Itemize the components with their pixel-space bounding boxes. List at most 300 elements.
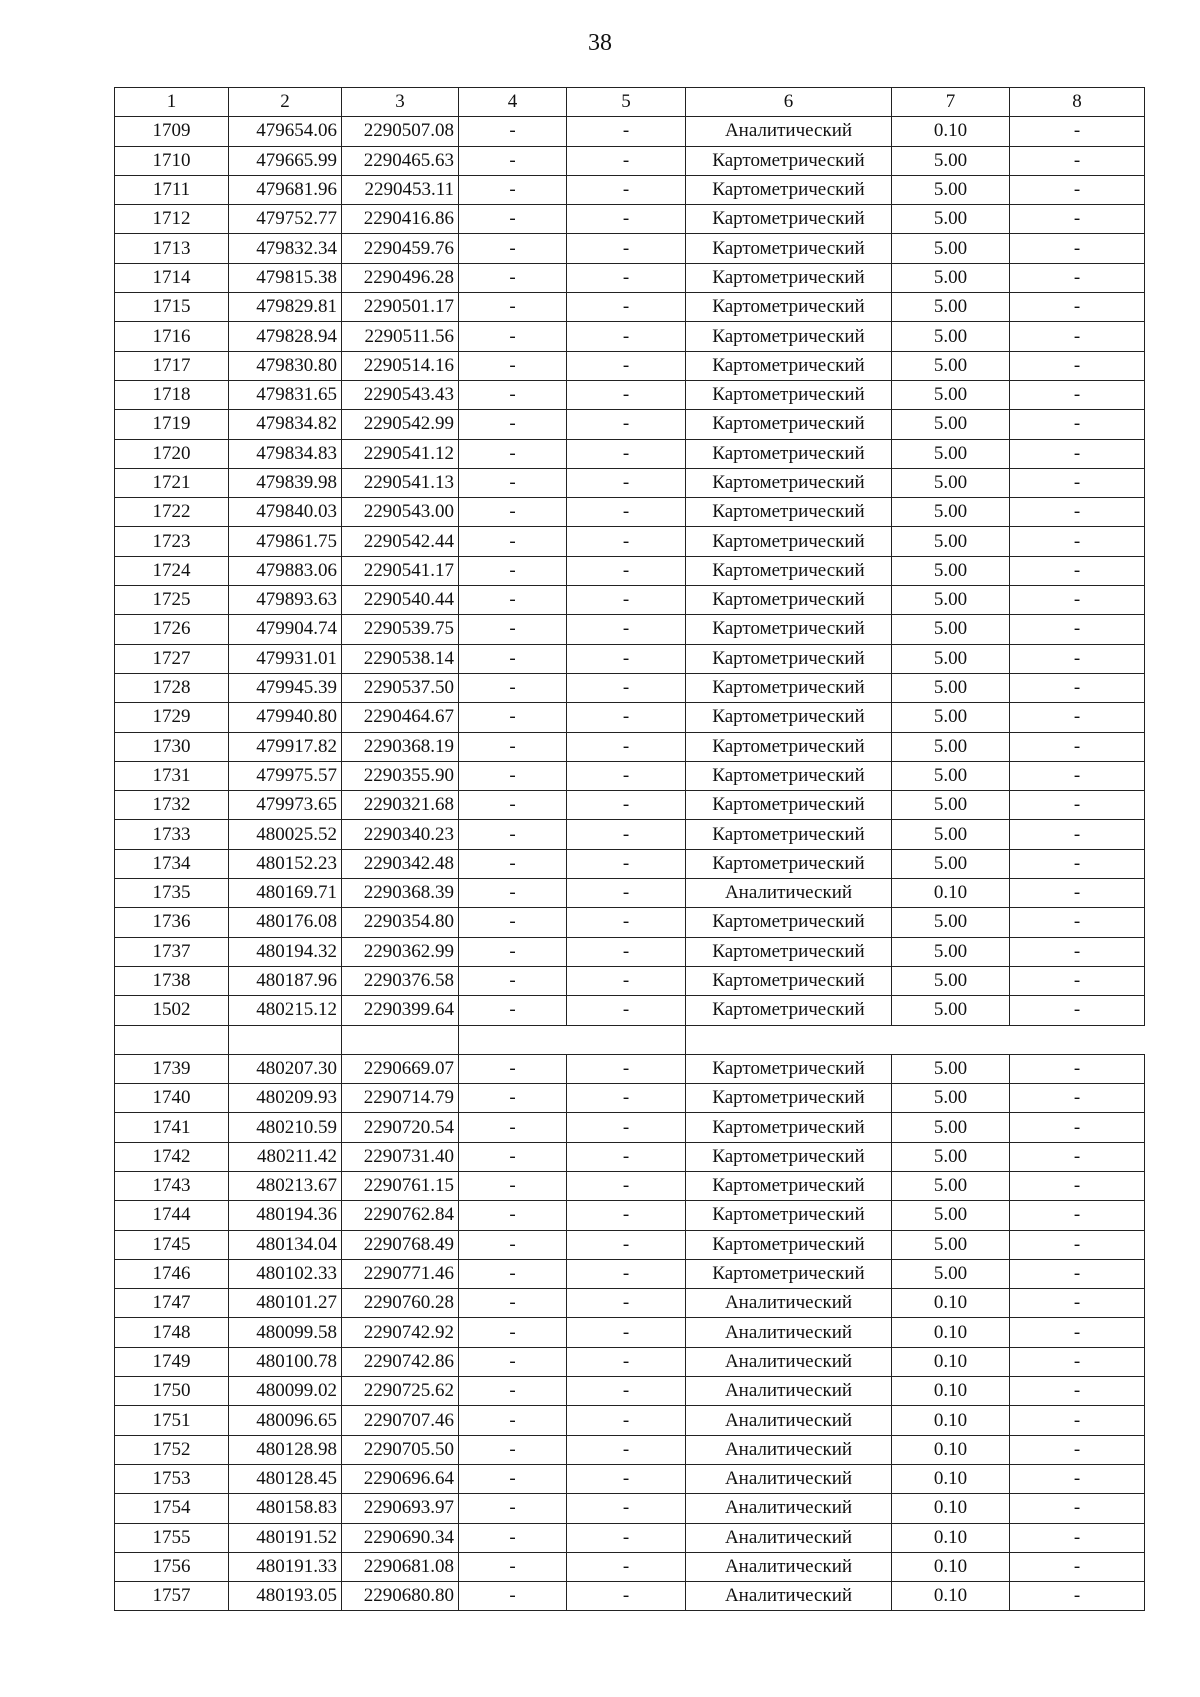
table-cell: 0.10 (892, 1347, 1010, 1376)
table-cell: - (1010, 468, 1145, 497)
table-row (115, 146, 1145, 175)
table-cell: - (459, 556, 567, 585)
table-cell: 2290540.44 (342, 586, 459, 615)
table-cell: 479839.98 (229, 468, 342, 497)
table-cell: - (567, 908, 686, 937)
table-cell: - (459, 966, 567, 995)
table-cell: - (567, 1552, 686, 1581)
table-cell: Картометрический (686, 263, 892, 292)
table-cell: - (567, 380, 686, 409)
table-cell: 2290416.86 (342, 205, 459, 234)
table-cell: 2290720.54 (342, 1113, 459, 1142)
table-cell: - (1010, 1494, 1145, 1523)
table-cell: - (1010, 410, 1145, 439)
table-row (115, 673, 1145, 702)
table-cell: 479840.03 (229, 498, 342, 527)
table-cell: - (459, 175, 567, 204)
table-cell: 2290368.39 (342, 879, 459, 908)
table-cell: 1716 (115, 322, 229, 351)
table-cell: 0.10 (892, 117, 1010, 146)
table-row (115, 234, 1145, 263)
table-cell: Картометрический (686, 732, 892, 761)
table-cell: 1732 (115, 791, 229, 820)
table-cell: - (567, 205, 686, 234)
table-cell: - (1010, 1552, 1145, 1581)
table-cell: - (567, 1084, 686, 1113)
table-cell: - (1010, 527, 1145, 556)
table-cell: 1724 (115, 556, 229, 585)
table-cell: - (1010, 908, 1145, 937)
table-row (115, 1230, 1145, 1259)
table-row (115, 1494, 1145, 1523)
table-cell: 479831.65 (229, 380, 342, 409)
table-cell: - (1010, 849, 1145, 878)
table-cell: - (567, 1494, 686, 1523)
table-cell: Картометрический (686, 293, 892, 322)
table-cell: 2290725.62 (342, 1377, 459, 1406)
table-cell: 1748 (115, 1318, 229, 1347)
table-cell: 479752.77 (229, 205, 342, 234)
table-row (115, 703, 1145, 732)
table-row (115, 1318, 1145, 1347)
table-cell: 1757 (115, 1582, 229, 1611)
table-cell: 2290342.48 (342, 849, 459, 878)
table-cell: Картометрический (686, 1084, 892, 1113)
table-cell: - (567, 732, 686, 761)
table-cell: - (567, 1230, 686, 1259)
table-cell: - (459, 1171, 567, 1200)
table-cell: 1718 (115, 380, 229, 409)
table-cell: 5.00 (892, 937, 1010, 966)
table-cell: 1734 (115, 849, 229, 878)
table-cell: Аналитический (686, 1347, 892, 1376)
table-cell: - (1010, 1582, 1145, 1611)
table-row (115, 1406, 1145, 1435)
table-cell: Аналитический (686, 1523, 892, 1552)
table-cell: 479945.39 (229, 673, 342, 702)
table-cell: 479654.06 (229, 117, 342, 146)
table-cell: - (1010, 1523, 1145, 1552)
table-cell: 2290514.16 (342, 351, 459, 380)
table-cell: - (567, 849, 686, 878)
table-cell: 5.00 (892, 586, 1010, 615)
table-cell: - (1010, 1406, 1145, 1435)
table-cell: Картометрический (686, 468, 892, 497)
table-cell: - (1010, 293, 1145, 322)
column-header: 1 (115, 88, 229, 117)
table-row (115, 322, 1145, 351)
table-cell: Аналитический (686, 117, 892, 146)
table-cell: - (567, 322, 686, 351)
table-row (115, 1435, 1145, 1464)
table-cell: - (1010, 937, 1145, 966)
table-cell: - (567, 586, 686, 615)
table-cell: 480128.45 (229, 1464, 342, 1493)
table-cell: 1744 (115, 1201, 229, 1230)
table-cell: Картометрический (686, 1142, 892, 1171)
table-cell: - (1010, 703, 1145, 732)
table-cell: - (459, 849, 567, 878)
table-cell: - (567, 673, 686, 702)
table-cell: - (459, 1289, 567, 1318)
table-cell: 480194.32 (229, 937, 342, 966)
table-cell: 480099.58 (229, 1318, 342, 1347)
table-cell: - (567, 1347, 686, 1376)
table-cell: - (567, 1201, 686, 1230)
table-cell: - (1010, 673, 1145, 702)
column-header: 3 (342, 88, 459, 117)
table-cell: 1715 (115, 293, 229, 322)
table-cell: 480194.36 (229, 1201, 342, 1230)
table-cell: - (459, 1318, 567, 1347)
table-cell: - (1010, 380, 1145, 409)
table-cell: Картометрический (686, 380, 892, 409)
table-cell: 1722 (115, 498, 229, 527)
table-cell: 480187.96 (229, 966, 342, 995)
table-cell: 5.00 (892, 1054, 1010, 1083)
table-cell: - (567, 527, 686, 556)
table-cell: - (567, 1054, 686, 1083)
table-cell: - (459, 879, 567, 908)
table-cell: 1737 (115, 937, 229, 966)
table-cell: 480158.83 (229, 1494, 342, 1523)
table-cell: 480102.33 (229, 1259, 342, 1288)
table-cell: 5.00 (892, 1142, 1010, 1171)
table-cell: - (459, 410, 567, 439)
table-row (115, 263, 1145, 292)
table-cell: 0.10 (892, 1582, 1010, 1611)
table-cell: 2290771.46 (342, 1259, 459, 1288)
table-row (115, 1084, 1145, 1113)
table-cell: Картометрический (686, 820, 892, 849)
table-cell: 5.00 (892, 615, 1010, 644)
table-cell: Картометрический (686, 439, 892, 468)
table-cell: - (1010, 146, 1145, 175)
table-cell: Картометрический (686, 351, 892, 380)
table-cell: 1712 (115, 205, 229, 234)
table-cell: 1719 (115, 410, 229, 439)
table-cell: Аналитический (686, 879, 892, 908)
table-row (115, 556, 1145, 585)
table-cell: - (1010, 820, 1145, 849)
table-row (115, 644, 1145, 673)
table-cell: 2290354.80 (342, 908, 459, 937)
table-cell: 2290465.63 (342, 146, 459, 175)
table-cell: - (1010, 615, 1145, 644)
table-cell: - (567, 117, 686, 146)
column-header: 5 (567, 88, 686, 117)
table-cell: - (459, 293, 567, 322)
table-cell: - (459, 1347, 567, 1376)
table-row (115, 1377, 1145, 1406)
table-cell: 2290496.28 (342, 263, 459, 292)
table-row (115, 791, 1145, 820)
table-cell: 5.00 (892, 205, 1010, 234)
coordinates-table (114, 87, 1145, 1611)
table-cell: 479975.57 (229, 761, 342, 790)
table-cell: 480213.67 (229, 1171, 342, 1200)
table-cell: 5.00 (892, 234, 1010, 263)
table-cell: - (1010, 498, 1145, 527)
table-cell: 479665.99 (229, 146, 342, 175)
table-cell: Картометрический (686, 703, 892, 732)
table-cell: - (567, 761, 686, 790)
table-cell: 480100.78 (229, 1347, 342, 1376)
table-cell: 480191.52 (229, 1523, 342, 1552)
table-cell: 1747 (115, 1289, 229, 1318)
table-cell: - (459, 205, 567, 234)
table-cell: 2290321.68 (342, 791, 459, 820)
table-cell: - (459, 498, 567, 527)
table-cell: 0.10 (892, 1289, 1010, 1318)
table-row (115, 1201, 1145, 1230)
table-cell: 5.00 (892, 527, 1010, 556)
table-cell: 2290539.75 (342, 615, 459, 644)
table-cell: - (1010, 234, 1145, 263)
table-cell: 2290693.97 (342, 1494, 459, 1523)
table-cell: 480099.02 (229, 1377, 342, 1406)
table-cell: 5.00 (892, 1201, 1010, 1230)
table-cell: 2290501.17 (342, 293, 459, 322)
table-cell: 1754 (115, 1494, 229, 1523)
table-cell: 5.00 (892, 175, 1010, 204)
table-cell: 5.00 (892, 908, 1010, 937)
table-cell: 2290760.28 (342, 1289, 459, 1318)
table-cell: 5.00 (892, 1171, 1010, 1200)
table-cell: - (459, 351, 567, 380)
table-row (115, 586, 1145, 615)
table-cell: 480128.98 (229, 1435, 342, 1464)
table-cell: - (1010, 1230, 1145, 1259)
table-cell: 1709 (115, 117, 229, 146)
table-cell: 479973.65 (229, 791, 342, 820)
table-cell: 480191.33 (229, 1552, 342, 1581)
table-cell: 2290368.19 (342, 732, 459, 761)
table-cell: - (567, 175, 686, 204)
table-cell: - (1010, 117, 1145, 146)
table-cell: Аналитический (686, 1582, 892, 1611)
table-cell: 1723 (115, 527, 229, 556)
table-cell: Картометрический (686, 410, 892, 439)
table-cell: 1739 (115, 1054, 229, 1083)
table-cell: 2290690.34 (342, 1523, 459, 1552)
separator-row (115, 1025, 1145, 1054)
table-cell: - (1010, 1142, 1145, 1171)
table-cell: 479883.06 (229, 556, 342, 585)
table-cell: Картометрический (686, 966, 892, 995)
table-cell: 5.00 (892, 439, 1010, 468)
table-cell: 1756 (115, 1552, 229, 1581)
table-cell: - (459, 1406, 567, 1435)
table-cell: 1714 (115, 263, 229, 292)
table-cell: Картометрический (686, 615, 892, 644)
table-row (115, 439, 1145, 468)
table-cell: - (459, 146, 567, 175)
table-cell: - (459, 117, 567, 146)
table-cell: - (567, 644, 686, 673)
table-row (115, 1054, 1145, 1083)
table-cell: Аналитический (686, 1494, 892, 1523)
table-cell: 5.00 (892, 556, 1010, 585)
table-cell: - (567, 1464, 686, 1493)
table-cell: - (459, 234, 567, 263)
table-cell: - (567, 879, 686, 908)
table-cell: 2290542.99 (342, 410, 459, 439)
table-cell: 480176.08 (229, 908, 342, 937)
table-cell: 2290355.90 (342, 761, 459, 790)
table-cell: - (567, 351, 686, 380)
table-cell: - (567, 1142, 686, 1171)
table-cell: 2290543.00 (342, 498, 459, 527)
column-header: 2 (229, 88, 342, 117)
table-cell: 0.10 (892, 1523, 1010, 1552)
table-cell: 1750 (115, 1377, 229, 1406)
table-cell: 2290705.50 (342, 1435, 459, 1464)
table-row (115, 879, 1145, 908)
table-cell: - (459, 1435, 567, 1464)
table-cell: 480209.93 (229, 1084, 342, 1113)
table-cell: 480134.04 (229, 1230, 342, 1259)
table-cell: - (1010, 1377, 1145, 1406)
table-row (115, 732, 1145, 761)
table-cell: 479830.80 (229, 351, 342, 380)
table-cell: - (1010, 761, 1145, 790)
table-cell: Картометрический (686, 205, 892, 234)
table-cell: - (1010, 791, 1145, 820)
table-cell: 480152.23 (229, 849, 342, 878)
table-cell: 5.00 (892, 468, 1010, 497)
table-cell: Картометрический (686, 644, 892, 673)
table-cell: 2290541.13 (342, 468, 459, 497)
table-cell: - (459, 703, 567, 732)
table-cell: 480101.27 (229, 1289, 342, 1318)
table-cell: - (459, 1464, 567, 1493)
table-cell: 2290669.07 (342, 1054, 459, 1083)
table-row (115, 410, 1145, 439)
table-row (115, 351, 1145, 380)
table-cell: 1736 (115, 908, 229, 937)
table-cell: - (567, 1377, 686, 1406)
table-cell: - (567, 263, 686, 292)
table-cell: Картометрический (686, 1054, 892, 1083)
table-cell: - (1010, 732, 1145, 761)
table-cell: 480210.59 (229, 1113, 342, 1142)
table-cell: - (459, 1259, 567, 1288)
table-cell: Картометрический (686, 849, 892, 878)
table-cell: Аналитический (686, 1435, 892, 1464)
table-cell: - (1010, 175, 1145, 204)
table-cell: Картометрический (686, 1113, 892, 1142)
table-cell: - (1010, 586, 1145, 615)
table-cell: 5.00 (892, 966, 1010, 995)
table-cell: - (459, 1113, 567, 1142)
table-cell: 2290542.44 (342, 527, 459, 556)
table-cell: - (567, 498, 686, 527)
table-cell: 1727 (115, 644, 229, 673)
table-cell: 0.10 (892, 1552, 1010, 1581)
table-cell: 5.00 (892, 498, 1010, 527)
table-cell: 479834.82 (229, 410, 342, 439)
table-row (115, 1582, 1145, 1611)
table-cell: - (1010, 1435, 1145, 1464)
table-cell: 2290362.99 (342, 937, 459, 966)
table-cell: - (459, 468, 567, 497)
table-cell: 0.10 (892, 1494, 1010, 1523)
table-cell: 480193.05 (229, 1582, 342, 1611)
table-cell: 480025.52 (229, 820, 342, 849)
table-cell: 480215.12 (229, 996, 342, 1025)
table-cell: 5.00 (892, 791, 1010, 820)
table-cell: - (459, 322, 567, 351)
table-cell: - (567, 937, 686, 966)
table-cell: - (1010, 1289, 1145, 1318)
table-cell: - (567, 703, 686, 732)
table-cell: Картометрический (686, 322, 892, 351)
table-cell: - (1010, 1054, 1145, 1083)
table-cell: - (567, 468, 686, 497)
table-cell: - (1010, 1259, 1145, 1288)
table-cell: Аналитический (686, 1377, 892, 1406)
table-row (115, 1289, 1145, 1318)
table-cell: 5.00 (892, 761, 1010, 790)
table-cell: 1711 (115, 175, 229, 204)
table-cell: - (1010, 205, 1145, 234)
table-cell: - (567, 1113, 686, 1142)
table-cell: - (1010, 1084, 1145, 1113)
table-row (115, 1464, 1145, 1493)
table-cell: 2290731.40 (342, 1142, 459, 1171)
table-cell: 5.00 (892, 644, 1010, 673)
table-row (115, 527, 1145, 556)
table-cell: - (459, 1084, 567, 1113)
table-cell: - (459, 1523, 567, 1552)
table-cell: - (567, 1435, 686, 1464)
table-cell: 1733 (115, 820, 229, 849)
table-cell: - (1010, 351, 1145, 380)
table-cell: Картометрический (686, 1201, 892, 1230)
table-row (115, 175, 1145, 204)
table-cell: 2290707.46 (342, 1406, 459, 1435)
table-cell: - (567, 966, 686, 995)
table-cell: 0.10 (892, 879, 1010, 908)
table-cell: Аналитический (686, 1318, 892, 1347)
table-cell: - (459, 1494, 567, 1523)
table-cell: 2290680.80 (342, 1582, 459, 1611)
table-cell: 1720 (115, 439, 229, 468)
table-cell: - (459, 1582, 567, 1611)
table-cell: - (459, 1552, 567, 1581)
table-cell: 479834.83 (229, 439, 342, 468)
table-cell: 0.10 (892, 1318, 1010, 1347)
table-cell: Картометрический (686, 1259, 892, 1288)
table-cell: 2290543.43 (342, 380, 459, 409)
table-cell: 1745 (115, 1230, 229, 1259)
table-cell: 1726 (115, 615, 229, 644)
table-cell: - (567, 293, 686, 322)
table-cell: 1502 (115, 996, 229, 1025)
table-cell: 480207.30 (229, 1054, 342, 1083)
table-cell: Картометрический (686, 1171, 892, 1200)
table-cell: - (459, 263, 567, 292)
table-cell: 5.00 (892, 996, 1010, 1025)
table-row (115, 117, 1145, 146)
table-cell: - (1010, 1171, 1145, 1200)
table-cell: - (567, 1318, 686, 1347)
page-number: 38 (588, 30, 612, 56)
table-cell: 2290742.86 (342, 1347, 459, 1376)
table-cell: 2290538.14 (342, 644, 459, 673)
table-cell: - (1010, 1347, 1145, 1376)
